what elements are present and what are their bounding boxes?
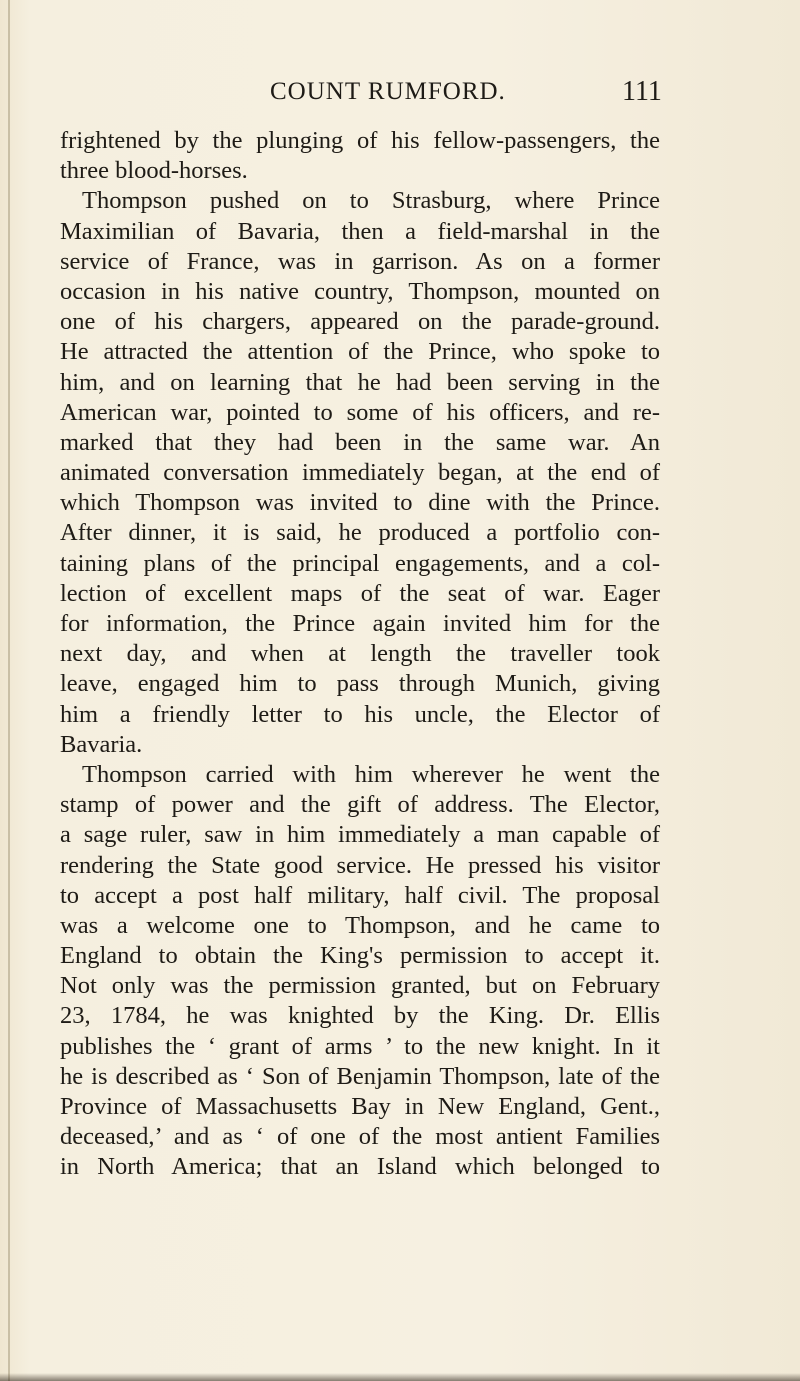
text-line: marked that they had been in the same war. An [60, 428, 660, 456]
text-line: rendering the State good service. He pressed his visitor [60, 851, 660, 879]
page-bottom-edge [0, 1373, 800, 1381]
text-line: After dinner, it is said, he produced a portfolio con- [60, 519, 660, 547]
text-line: Thompson pushed on to Strasburg, where Prince [82, 187, 660, 215]
body-text [60, 126, 660, 1183]
text-line: frightened by the plunging of his fellow-passengers, the [60, 127, 660, 154]
text-line: Province of Massachusetts Bay in New England, Gent., [60, 1093, 660, 1120]
text-line: occasion in his native country, Thompson, mounted on [60, 277, 660, 305]
text-line: in North America; that an Island which belonged to [60, 1153, 660, 1181]
text-line: stamp of power and the gift of address. The Elector, [60, 791, 660, 819]
text-line: to accept a post half military, half civil. The proposal [60, 881, 660, 909]
page-header [60, 78, 660, 118]
text-line: 23, 1784, he was knighted by the King. Dr. Ellis [60, 1002, 660, 1030]
page-number: 111 [622, 76, 662, 107]
text-line: He attracted the attention of the Prince, who spoke to [60, 338, 660, 366]
running-head: COUNT RUMFORD. [270, 78, 506, 105]
text-line: three blood-horses. [60, 157, 248, 185]
text-line: him a friendly letter to his uncle, the Elector of [60, 700, 660, 728]
text-line: service of France, was in garrison. As on a former [60, 247, 660, 275]
text-line: he is described as ‘ Son of Benjamin Thompson, late of the [60, 1062, 660, 1090]
text-line: Maximilian of Bavaria, then a field-marshal in the [60, 217, 660, 245]
text-line: a sage ruler, saw in him immediately a man capable of [60, 821, 660, 849]
text-line: Not only was the permission granted, but on February [60, 972, 660, 1000]
text-line: American war, pointed to some of his officers, and re- [60, 398, 660, 426]
text-line: was a welcome one to Thompson, and he came to [60, 911, 660, 939]
text-line: which Thompson was invited to dine with the Prince. [60, 489, 660, 517]
text-line: him, and on learning that he had been serving in the [60, 368, 660, 396]
text-line: animated conversation immediately began, at the end of [60, 459, 660, 487]
text-line: Bavaria. [60, 730, 143, 758]
text-line: one of his chargers, appeared on the parade-ground. [60, 308, 660, 336]
text-line: publishes the ‘ grant of arms ’ to the new knight. In it [60, 1032, 660, 1060]
text-line: taining plans of the principal engagements, and a col- [60, 549, 660, 577]
page-binding-edge [8, 0, 10, 1381]
text-line: leave, engaged him to pass through Munich, giving [60, 670, 660, 698]
text-line: deceased,’ and as ‘ of one of the most antient Families [60, 1123, 660, 1151]
text-line: next day, and when at length the traveller took [60, 640, 660, 668]
text-line: Thompson carried with him wherever he went the [82, 760, 660, 788]
text-line: for information, the Prince again invited him for the [60, 610, 660, 637]
text-line: lection of excellent maps of the seat of war. Eager [60, 579, 660, 607]
text-line: England to obtain the King's permission to accept it. [60, 942, 660, 970]
